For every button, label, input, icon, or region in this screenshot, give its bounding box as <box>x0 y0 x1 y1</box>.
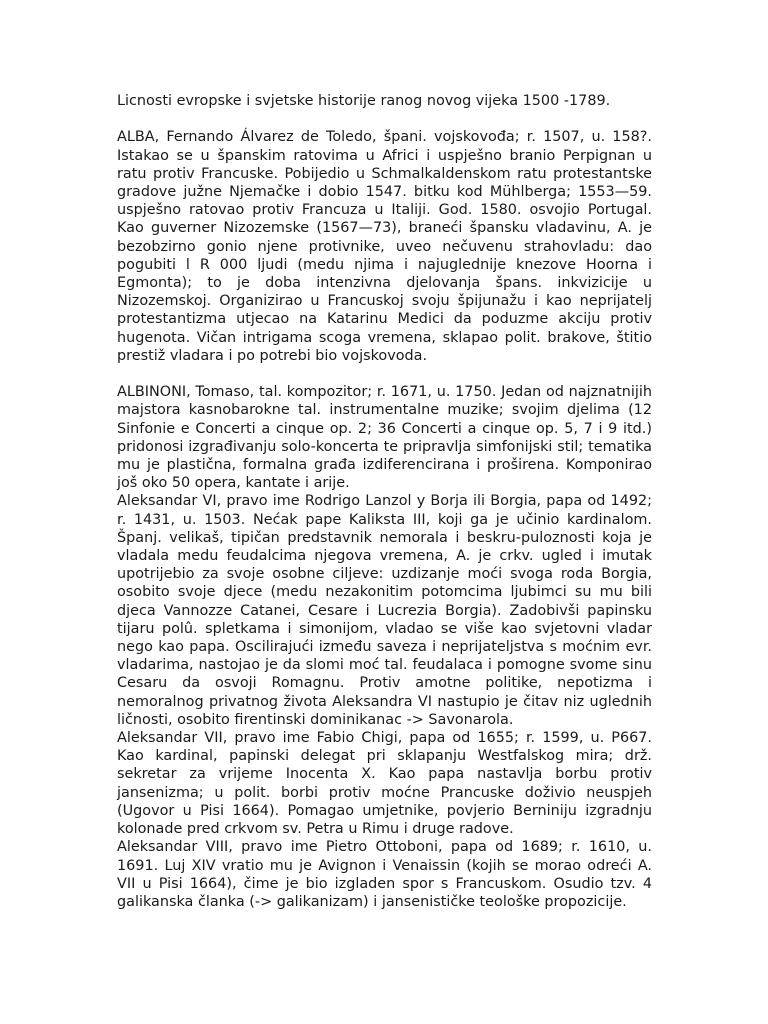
entry-aleksandar-vi: Aleksandar VI, pravo ime Rodrigo Lanzol y Borja ili Borgia, papa od 1492; r. 1431, u. 1503. Nećak pape Kaliksta III, koji ga je učinio kardinalom. Španj. velikaš, tipičan predstavnik nemorala i beskru-puloznosti koja je vladala medu feudalcima njegova vremena, A. je crkv. ugled i imutak upotrijebio za svoje osobne ciljeve: uzdizanje moći svoga roda Borgia, osobito svoje djece (medu nezakonitim potomcima ljubimci su mu bili djeca Vannozze Catanei, Cesare i Lucrezia Borgia). Zadobivši papinsku tijaru polû. spletkama i simonijom, vladao se više kao svjetovni vladar nego kao papa. Oscilirajući između saveza i neprijateljstva s moćnim evr. vladarima, nastojao je da slomi moć tal. feudalaca i pomogne svome sinu Cesaru da osvoji Romagnu. Protiv amotne politike, nepotizma i nemoralnog privatnog života Aleksandra VI nastupio je čitav niz uglednih ličnosti, osobito firentinski dominikanac -> Savonarola. <box>117 493 657 728</box>
entry-albinoni: ALBINONI, Tomaso, tal. kompozitor; r. 1671, u. 1750. Jedan od najznatnijih majstora kasnobarokne tal. instrumentalne muzike; svojim djelima (12 Sinfonie e Concerti a cinque op. 2; 36 Concerti a cinque op. 5, 7 i 9 itd.) pridonosi izgrađivanju solo-koncerta te pripravlja simfonijski stil; tematika mu je plastična, formalna građa izdiferencirana i proširena. Komponirao još oko 50 opera, kantate i arije. <box>117 384 657 492</box>
entry-aleksandar-vii: Aleksandar VII, pravo ime Fabio Chigi, papa od 1655; r. 1599, u. P667. Kao kardinal, papinski delegat pri sklapanju Westfalskog mira; drž. sekretar za vrijeme Inocenta X. Kao papa nastavlja borbu protiv jansenizma; u polit. borbi protiv moćne Prancuske doživio neuspjeh (Ugovor u Pisi 1664). Pomagao umjetnike, povjerio Berniniju izgradnju kolonade pred crkvom sv. Petra u Rimu i druge radove. <box>117 730 657 838</box>
document-title: Licnosti evropske i svjetske historije ranog novog vijeka 1500 -1789. <box>117 93 611 109</box>
document-page <box>117 92 657 911</box>
entry-aleksandar-viii: Aleksandar VIII, pravo ime Pietro Ottoboni, papa od 1689; r. 1610, u. 1691. Luj XIV vratio mu je Avignon i Venaissin (kojih se morao odreći A. VII u Pisi 1664), čime je bio izgladen spor s Francuskom. Osudio tzv. 4 galikanska članka (-> galikanizam) i jansenističke teološke propozicije. <box>117 839 657 910</box>
entry-alba: ALBA, Fernando Álvarez de Toledo, špani. vojskovođa; r. 1507, u. 158?. Istakao se u španskim ratovima u Africi i uspješno branio Perpignan u ratu protiv Francuske. Pobijedio u Schmalkaldenskom ratu protestantske gradove južne Njemačke i dobio 1547. bitku kod Mühlberga; 1553—59. uspješno ratovao protiv Francuza u Italiji. God. 1580. osvojio Portugal. Kao guverner Nizozemske (1567—73), braneći špansku vladavinu, A. je bezobzirno gonio njene protivnike, uveo nečuvenu strahovladu: dao pogubiti l R 000 ljudi (medu njima i najuglednije knezove Hoorna i Egmonta); to je doba intenzivna djelovanja špans. inkvizicije u Nizozemskoj. Organizirao u Francuskoj svoju špijunažu i kao neprijatelj protestantizma utjecao na Katarinu Medici da poduzme akciju protiv hugenota. Vičan intrigama scoga vremena, sklapao polit. brakove, štitio prestiž vladara i po potrebi bio vojskovoda. <box>117 129 657 364</box>
